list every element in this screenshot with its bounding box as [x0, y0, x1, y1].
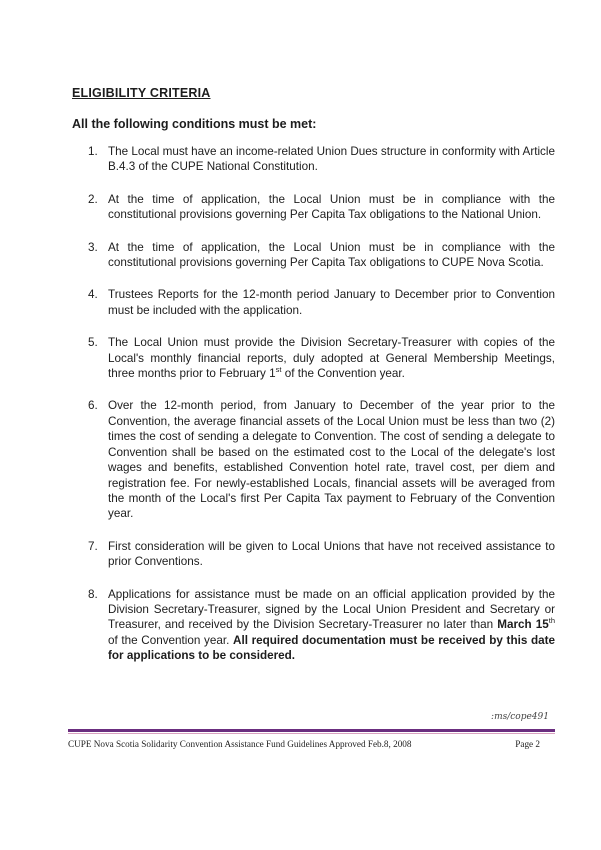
criteria-list [72, 144, 555, 681]
deadline-date: March 15 [497, 618, 549, 632]
criteria-item-6 [72, 398, 555, 521]
item-number: 7. [88, 539, 98, 553]
footer-divider-accent [68, 733, 555, 734]
document-reference: :ms/cope491 [491, 712, 549, 722]
item-text: At the time of application, the Local Union must be in compliance with the constitutional provisions governing Per Capita Tax obligations to the National Union. [108, 192, 555, 222]
section-heading: ELIGIBILITY CRITERIA [72, 86, 211, 100]
item-text-mid: of the Convention year. [108, 633, 234, 647]
criteria-item-1 [72, 144, 555, 175]
item-number: 3. [88, 240, 98, 254]
item-text: Trustees Reports for the 12-month period January to December prior to Convention must be included with the application. [108, 288, 555, 317]
footer-divider [68, 729, 555, 732]
item-number: 8. [88, 587, 98, 601]
conditions-intro: All the following conditions must be met: [72, 117, 317, 131]
item-text: The Local must have an income-related Union Dues structure in conformity with Article B.4.3 of the CUPE National Constitution. [108, 145, 555, 174]
criteria-item-4 [72, 287, 555, 318]
criteria-item-3 [72, 240, 555, 271]
documentation-notice: All required documentation must be received by this date for applications to be considered. [108, 633, 555, 663]
item-text-end: of the Convention year. [281, 367, 405, 381]
item-number: 4. [88, 288, 98, 302]
criteria-item-8 [72, 587, 555, 664]
item-number: 2. [88, 192, 98, 206]
criteria-item-7 [72, 539, 555, 570]
footer-text: CUPE Nova Scotia Solidarity Convention Assistance Fund Guidelines Approved Feb.8, 2008 [68, 739, 412, 749]
item-text: At the time of application, the Local Union must be in compliance with the constitutional provisions governing Per Capita Tax obligations to CUPE Nova Scotia. [108, 240, 555, 270]
ordinal-suffix: st [275, 365, 282, 375]
ordinal-suffix: th [548, 616, 556, 626]
item-number: 6. [88, 399, 98, 413]
item-text: First consideration will be given to Local Unions that have not received assistance to prior Conventions. [108, 539, 555, 569]
criteria-item-5 [72, 335, 555, 381]
item-number: 1. [88, 145, 98, 158]
item-text: Applications for assistance must be made on an official application provided by the Division Secretary-Treasurer, signed by the Local Union President and Secretary or Treasurer, and received by the Division Secretary-Treasurer no later than [108, 587, 555, 632]
item-number: 5. [88, 336, 98, 350]
page-number: Page 2 [515, 739, 540, 749]
item-text: Over the 12-month period, from January to December of the year prior to the Convention, the average financial assets of the Local Union must be less than two (2) times the cost of sending a delegate to Convention. The cost of sending a delegate to Convention shall be based on the estimated cost to the Local of the delegate's lost wages and benefits, established Convention hotel rate, travel cost, per diem and registration fee. For newly-established Locals, financial assets will be averaged from the month of the Local's first Per Capita Tax payment to February of the Convention year. [108, 399, 555, 521]
criteria-item-2 [72, 192, 555, 223]
item-text: The Local Union must provide the Division Secretary-Treasurer with copies of the Local's monthly financial reports, duly adopted at General Membership Meetings, three months prior to February 1 [108, 336, 555, 381]
